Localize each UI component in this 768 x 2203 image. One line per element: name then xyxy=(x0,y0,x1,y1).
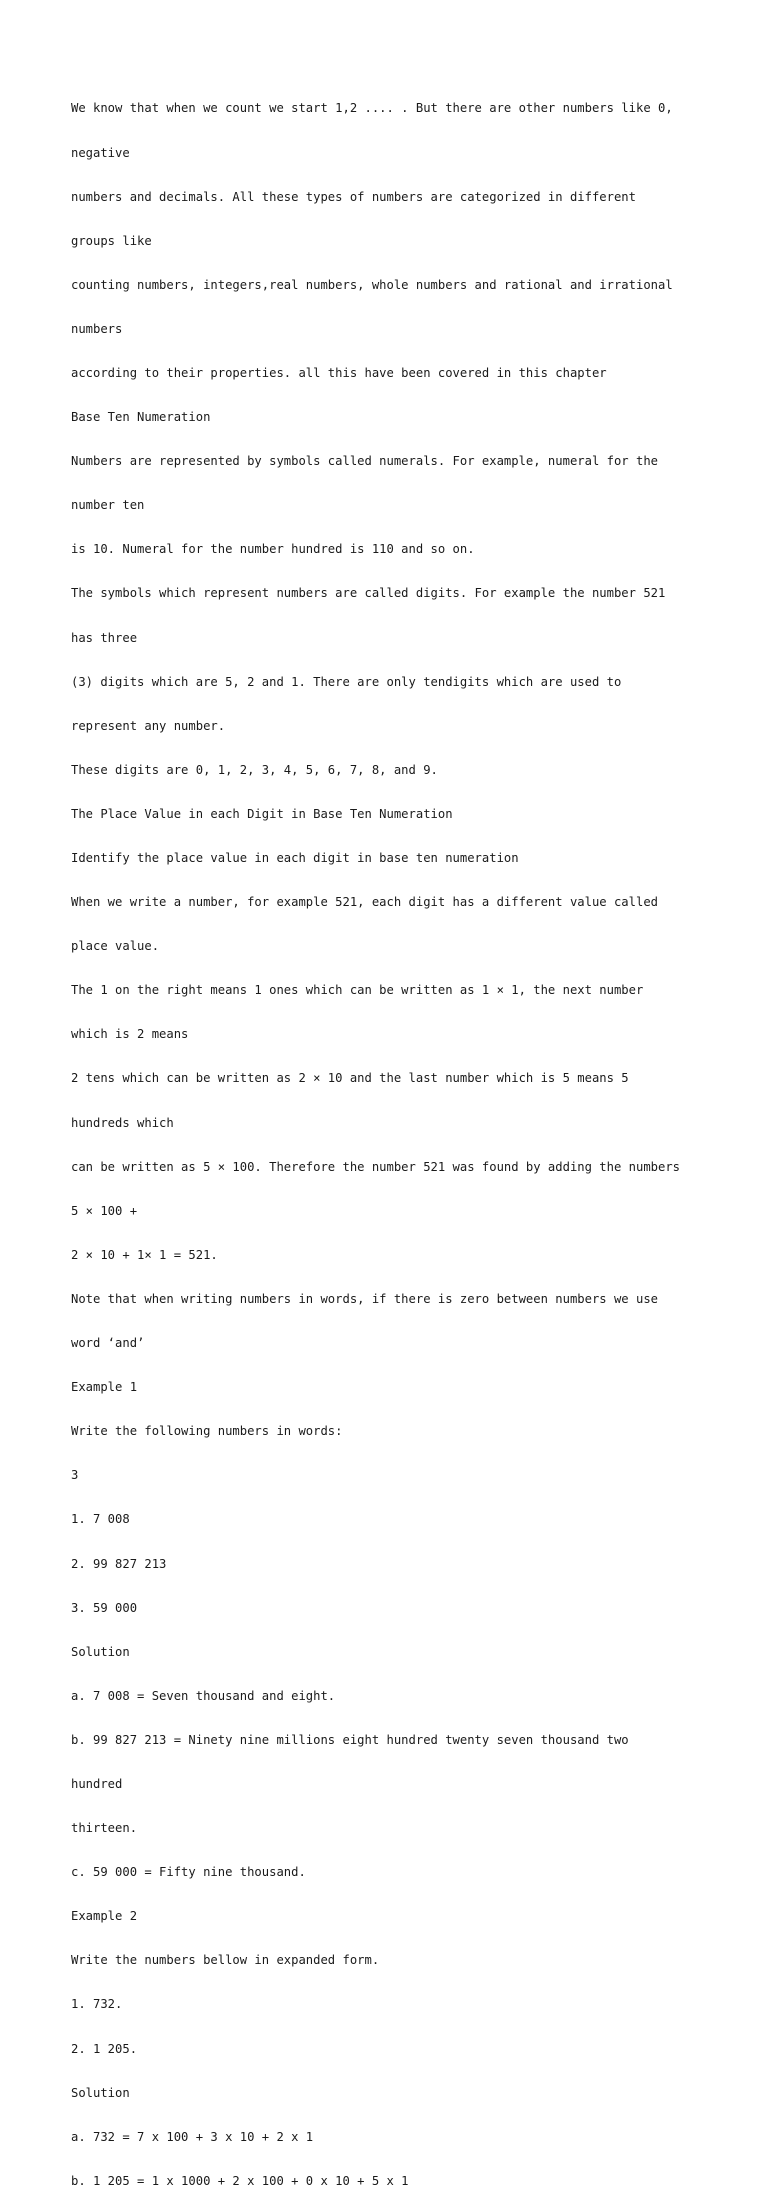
text-line: thirteen. xyxy=(71,1821,138,1836)
list-item: b. 99 827 213 = Ninety nine millions eight hundred twenty seven thousand two xyxy=(71,1732,629,1747)
text-line: is 10. Numeral for the number hundred is 110 and so on. xyxy=(71,542,475,557)
solution-heading: Solution xyxy=(71,1644,130,1659)
text-line: Identify the place value in each digit in base ten numeration xyxy=(71,851,519,865)
text-line: 5 × 100 + xyxy=(71,1203,138,1218)
list-item: 1. 732. xyxy=(71,1997,123,2012)
list-item: c. 59 000 = Fifty nine thousand. xyxy=(71,1865,306,1880)
section-heading: The Place Value in each Digit in Base Ten Numeration xyxy=(71,806,453,821)
text-line: numbers and decimals. All these types of numbers are categorized in different xyxy=(71,189,636,204)
text-line: Write the following numbers in words: xyxy=(71,1424,343,1439)
list-item: 2. 99 827 213 xyxy=(71,1556,167,1571)
text-line: word ‘and’ xyxy=(71,1336,145,1351)
list-item: a. 7 008 = Seven thousand and eight. xyxy=(71,1688,336,1703)
text-line: The 1 on the right means 1 ones which can be written as 1 × 1, the next number xyxy=(71,983,644,998)
text-line: 2 tens which can be written as 2 × 10 and the last number which is 5 means 5 xyxy=(71,1071,629,1086)
text-line: Numbers are represented by symbols called numerals. For example, numeral for the xyxy=(71,454,658,469)
text-line: When we write a number, for example 521, each digit has a different value called xyxy=(71,895,658,910)
list-item: 2. 1 205. xyxy=(71,2041,138,2056)
text-line: numbers xyxy=(71,321,123,336)
text-line: represent any number. xyxy=(71,718,226,733)
text-line: can be written as 5 × 100. Therefore the number 521 was found by adding the numbers xyxy=(71,1159,681,1174)
list-item: a. 732 = 7 x 100 + 3 x 10 + 2 x 1 xyxy=(71,2129,314,2144)
solution-heading: Solution xyxy=(71,2085,130,2100)
text-line: number ten xyxy=(71,498,145,513)
text-line: (3) digits which are 5, 2 and 1. There are only tendigits which are used to xyxy=(71,674,622,689)
document-text xyxy=(71,72,711,2203)
text-line: counting numbers, integers,real numbers, whole numbers and rational and irrational xyxy=(71,277,673,292)
example-heading: Example 2 xyxy=(71,1909,138,1924)
text-line: negative xyxy=(71,145,130,160)
text-line: We know that when we count we start 1,2 .... . But there are other numbers like 0, xyxy=(71,101,673,116)
text-line: place value. xyxy=(71,939,160,954)
example-heading: Example 1 xyxy=(71,1380,138,1395)
list-item: 3. 59 000 xyxy=(71,1600,138,1615)
text-line: according to their properties. all this have been covered in this chapter xyxy=(71,365,607,380)
page-number: 3 xyxy=(71,1468,79,1483)
section-heading: Base Ten Numeration xyxy=(71,410,211,425)
text-line: Note that when writing numbers in words, if there is zero between numbers we use xyxy=(71,1291,658,1306)
text-line: groups like xyxy=(71,233,152,248)
list-item: b. 1 205 = 1 x 1000 + 2 x 100 + 0 x 10 + 5 x 1 xyxy=(71,2173,409,2188)
text-line: Write the numbers bellow in expanded form. xyxy=(71,1953,380,1968)
text-line: hundred xyxy=(71,1776,123,1791)
text-line: hundreds which xyxy=(71,1115,174,1130)
text-line: which is 2 means xyxy=(71,1027,189,1042)
text-line: The symbols which represent numbers are called digits. For example the number 521 xyxy=(71,586,666,601)
text-line: has three xyxy=(71,630,138,645)
list-item: 1. 7 008 xyxy=(71,1512,130,1527)
text-line: These digits are 0, 1, 2, 3, 4, 5, 6, 7, 8, and 9. xyxy=(71,762,438,777)
text-line: 2 × 10 + 1× 1 = 521. xyxy=(71,1247,218,1262)
